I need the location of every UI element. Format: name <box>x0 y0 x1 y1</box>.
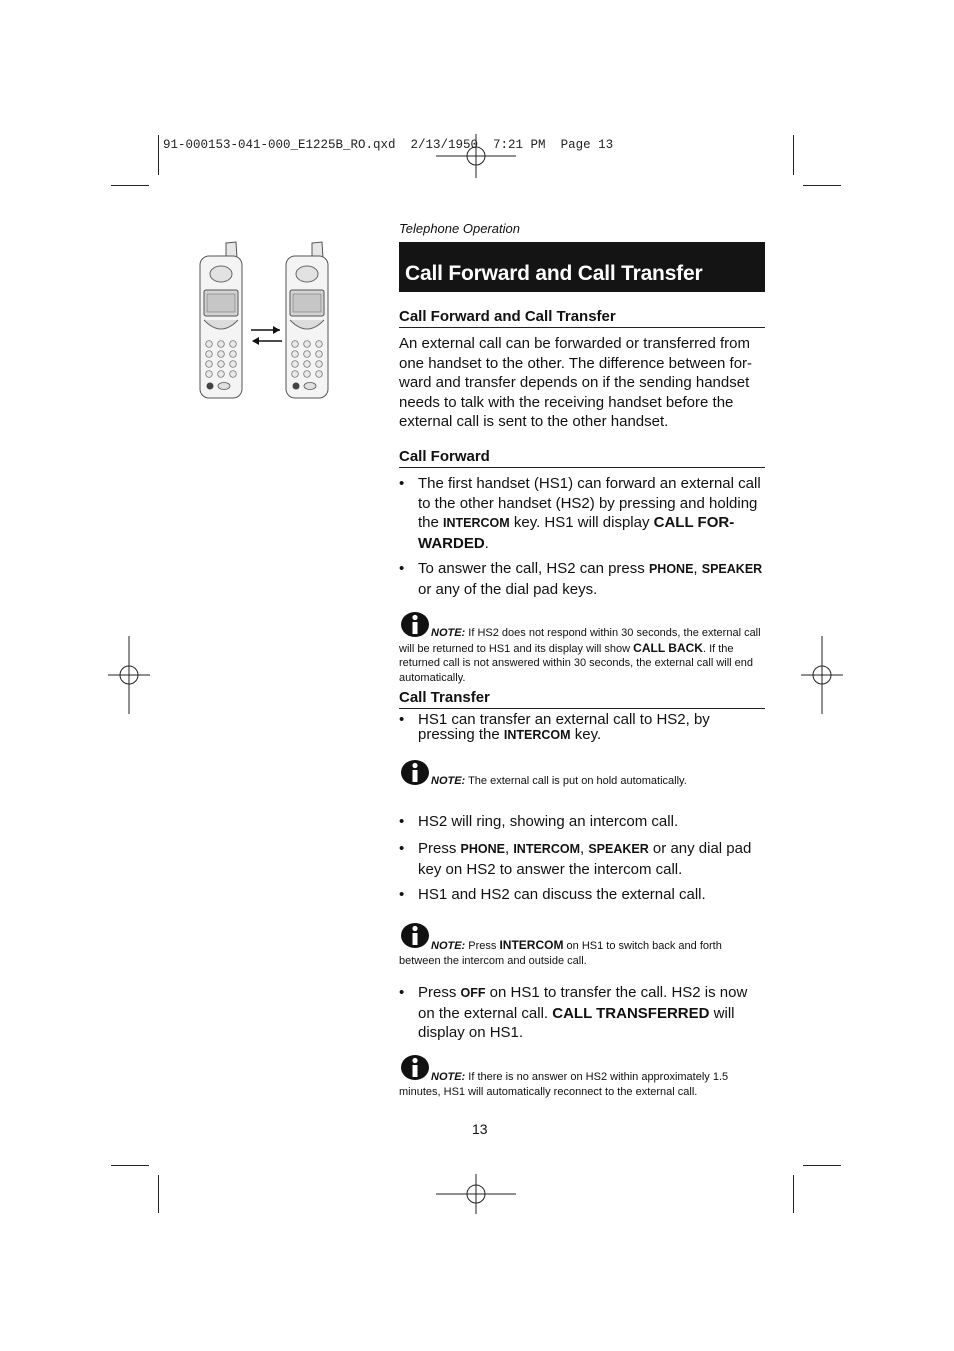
text-span: HS2 will ring, showing an intercom call. <box>418 813 679 830</box>
note-label: NOTE: <box>431 627 466 639</box>
text-span: Press <box>465 940 500 952</box>
note-label: NOTE: <box>431 775 466 787</box>
bullet-dot: • <box>399 475 405 492</box>
bullet-dot: • <box>399 984 405 1001</box>
display-text: CALL BACK <box>633 640 703 655</box>
title-bar <box>399 242 765 292</box>
list-item <box>399 983 765 1043</box>
text-span: key. <box>570 726 602 743</box>
text-span: on HS1 to switch back and forth between the intercom and outside call. <box>399 940 722 967</box>
bullet-dot: • <box>399 711 405 728</box>
registration-mark-icon <box>801 636 843 714</box>
list-item <box>399 885 765 905</box>
handset-icon <box>286 242 328 398</box>
list-item <box>399 474 765 553</box>
transfer-arrows-icon <box>251 326 282 345</box>
registration-mark-icon <box>436 1174 516 1214</box>
display-text: CALL FOR- WARDED <box>418 514 735 552</box>
text-span: If there is no answer on HS2 within approximately 1.5 minutes, HS1 will automatically reconnect to the external call. <box>399 1071 729 1098</box>
registration-mark-icon <box>436 134 516 178</box>
note-label: NOTE: <box>431 1071 466 1083</box>
text-span: HS1 and HS2 can discuss the external call. <box>418 886 706 903</box>
key-name: PHONE <box>460 842 505 856</box>
key-name: INTERCOM <box>513 842 580 856</box>
text-span: The first handset (HS1) can forward an external call to the other handset (HS2) by pressing and holding the <box>418 475 761 531</box>
note-text <box>431 774 765 789</box>
transfer-heading: Call Transfer <box>399 689 765 709</box>
print-slug: 91-000153-041-000_E1225B_RO.qxd 2/13/1950 7:21 PM Page 13 <box>163 138 614 152</box>
list-item <box>399 839 765 879</box>
text-span: Press <box>418 840 461 857</box>
registration-mark-icon <box>108 636 150 714</box>
note-text <box>399 1070 765 1099</box>
bullet-dot: • <box>399 840 405 857</box>
list-item <box>399 812 765 832</box>
bullet-dot: • <box>399 813 405 830</box>
info-icon <box>400 759 430 786</box>
key-name: INTERCOM <box>499 938 564 952</box>
handset-icon <box>200 242 242 398</box>
text-span: Press <box>418 984 461 1001</box>
key-name: PHONE <box>648 562 694 576</box>
bullet-dot: • <box>399 560 405 577</box>
page-number: 13 <box>472 1121 488 1137</box>
list-item <box>399 559 765 599</box>
section-label: Telephone Operation <box>399 221 520 236</box>
text-span: . <box>484 534 489 552</box>
text-span: on HS1 to transfer the call. HS2 is now on the external call. <box>418 984 748 1022</box>
text-span: To answer the call, HS2 can press <box>418 560 649 577</box>
key-name: INTERCOM <box>443 516 510 530</box>
intro-heading: Call Forward and Call Transfer <box>399 308 765 328</box>
text-span: will display on HS1. <box>418 1004 735 1041</box>
text-span: , <box>579 840 589 857</box>
text-span: The external call is put on hold automatically. <box>465 775 687 787</box>
list-item <box>399 712 765 743</box>
note-text <box>399 626 765 685</box>
text-span: or any dial pad key on HS2 to answer the intercom call. <box>418 840 752 878</box>
text-span: If HS2 does not respond within 30 seconds, the external call will be returned to HS1 and its display will show <box>399 627 761 655</box>
handset-illustration <box>196 238 336 400</box>
key-name: SPEAKER <box>701 562 763 576</box>
note-text <box>399 938 765 968</box>
intro-paragraph: An external call can be forwarded or transferred from one handset to the other. The difference between for- ward and transfer depends on if the sending handset needs to talk with the receiving handset before the external call is sent to the other handset. <box>399 335 753 430</box>
text-span: or any of the dial pad keys. <box>418 580 598 598</box>
page-title: Call Forward and Call Transfer <box>405 262 703 285</box>
note-label: NOTE: <box>431 940 466 952</box>
key-name: INTERCOM <box>503 728 571 742</box>
text-span: . If the returned call is not answered within 30 seconds, the external call will end automatically. <box>399 642 754 684</box>
text-span: , <box>504 840 514 857</box>
text-span: , <box>693 560 702 577</box>
display-text: CALL TRANSFERRED <box>552 1004 710 1022</box>
key-name: OFF <box>460 986 486 1000</box>
key-name: SPEAKER <box>588 842 649 856</box>
text-span: key. HS1 will display <box>509 514 654 531</box>
bullet-dot: • <box>399 886 405 903</box>
forward-heading: Call Forward <box>399 448 765 468</box>
text-span: HS1 can transfer an external call to HS2, by pressing the <box>418 711 710 743</box>
